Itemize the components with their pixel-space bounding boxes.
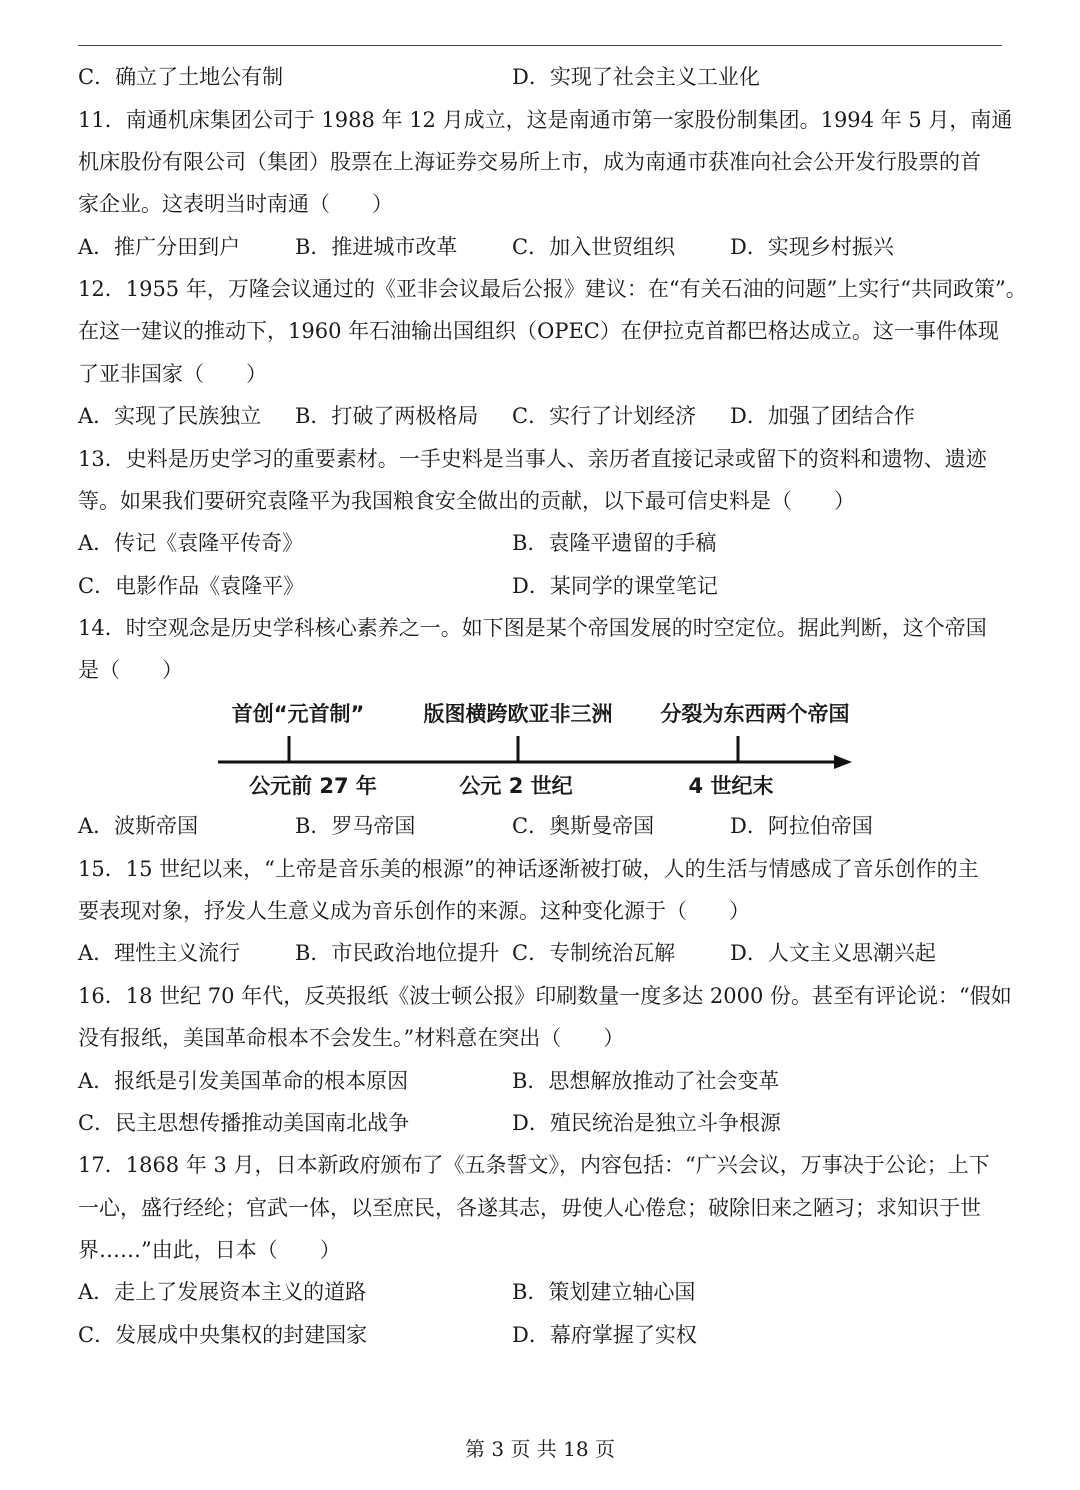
- q14-option-d: D．阿拉伯帝国: [730, 814, 873, 838]
- header-rule: [78, 45, 1002, 46]
- q13-option-c: C．电影作品《袁隆平》: [78, 574, 305, 598]
- q11-stem-line-3: 家企业。这表明当时南通（ ）: [78, 192, 393, 216]
- q12-option-a: A．实现了民族独立: [78, 404, 262, 428]
- q15-stem-line-1: 15．15 世纪以来，“上帝是音乐美的根源”的神话逐渐被打破，人的生活与情感成了音乐创作的主: [78, 857, 979, 881]
- q16-option-c: C．民主思想传播推动美国南北战争: [78, 1111, 410, 1135]
- q11-stem-line-1: 11．南通机床集团公司于 1988 年 12 月成立，这是南通市第一家股份制集团。1994 年 5 月，南通: [78, 108, 1013, 132]
- timeline-date-3: 4 世纪末: [688, 774, 774, 798]
- q12-option-c: C．实行了计划经济: [512, 404, 697, 428]
- q12-stem-line-2: 在这一建议的推动下，1960 年石油输出国组织（OPEC）在伊拉克首都巴格达成立。这一事件体现: [78, 319, 999, 343]
- q14-stem-line-1: 14．时空观念是历史学科核心素养之一。如下图是某个帝国发展的时空定位。据此判断，这个帝国: [78, 616, 987, 640]
- q16-stem-line-2: 没有报纸，美国革命根本不会发生。”材料意在突出（ ）: [78, 1026, 625, 1050]
- q17-stem-line-1: 17．1868 年 3 月，日本新政府颁布了《五条誓文》，内容包括：“广兴会议，万事决于公论；上下: [78, 1153, 990, 1177]
- q13-stem-line-2: 等。如果我们要研究袁隆平为我国粮食安全做出的贡献，以下最可信史料是（ ）: [78, 489, 855, 513]
- q11-option-b: B．推进城市改革: [295, 235, 458, 259]
- q13-option-b: B．袁隆平遗留的手稿: [512, 531, 717, 555]
- q12-option-d: D．加强了团结合作: [730, 404, 915, 428]
- timeline-event-1: 首创“元首制”: [231, 702, 365, 726]
- q16-stem-line-1: 16．18 世纪 70 年代，反英报纸《波士顿公报》印刷数量一度多达 2000 份。甚至有评论说：“假如: [78, 984, 1012, 1008]
- q11-stem-line-2: 机床股份有限公司（集团）股票在上海证券交易所上市，成为南通市获准向社会公开发行股票的首: [78, 150, 981, 174]
- q14-option-b: B．罗马帝国: [295, 814, 416, 838]
- q10-option-d: D．实现了社会主义工业化: [512, 65, 760, 89]
- timeline-event-3: 分裂为东西两个帝国: [660, 702, 850, 726]
- q14-stem-line-2: 是（ ）: [78, 658, 183, 682]
- q14-option-c: C．奥斯曼帝国: [512, 814, 655, 838]
- q17-stem-line-3: 界……”由此，日本（ ）: [78, 1238, 341, 1262]
- q10-option-c: C．确立了土地公有制: [78, 65, 284, 89]
- timeline-date-2: 公元 2 世纪: [459, 774, 573, 798]
- timeline-date-1: 公元前 27 年: [249, 774, 377, 798]
- q11-option-d: D．实现乡村振兴: [730, 235, 894, 259]
- q17-stem-line-2: 一心，盛行经纶；官武一体，以至庶民，各遂其志，毋使人心倦怠；破除旧来之陋习；求知识于世: [78, 1196, 981, 1220]
- q12-stem-line-3: 了亚非国家（ ）: [78, 362, 267, 386]
- q13-option-d: D．某同学的课堂笔记: [512, 574, 718, 598]
- q15-option-a: A．理性主义流行: [78, 941, 241, 965]
- q15-option-c: C．专制统治瓦解: [512, 941, 676, 965]
- timeline-event-2: 版图横跨欧亚非三洲: [423, 702, 613, 726]
- q12-option-b: B．打破了两极格局: [295, 404, 479, 428]
- q13-stem-line-1: 13．史料是历史学习的重要素材。一手史料是当事人、亲历者直接记录或留下的资料和遗物、遗迹: [78, 447, 987, 471]
- q17-option-d: D．幕府掌握了实权: [512, 1323, 697, 1347]
- q17-option-c: C．发展成中央集权的封建国家: [78, 1323, 368, 1347]
- q16-option-d: D．殖民统治是独立斗争根源: [512, 1111, 781, 1135]
- q15-option-d: D．人文主义思潮兴起: [730, 941, 936, 965]
- timeline-arrowhead: [834, 755, 852, 769]
- q12-stem-line-1: 12．1955 年，万隆会议通过的《亚非会议最后公报》建议：在“有关石油的问题”上实行“共同政策”。: [78, 277, 1027, 301]
- q11-option-a: A．推广分田到户: [78, 235, 241, 259]
- q17-option-a: A．走上了发展资本主义的道路: [78, 1280, 367, 1304]
- q15-option-b: B．市民政治地位提升: [295, 941, 500, 965]
- timeline-figure: [210, 696, 870, 806]
- q11-option-c: C．加入世贸组织: [512, 235, 676, 259]
- q16-option-a: A．报纸是引发美国革命的根本原因: [78, 1069, 409, 1093]
- q17-option-b: B．策划建立轴心国: [512, 1280, 696, 1304]
- q15-stem-line-2: 要表现对象，抒发人生意义成为音乐创作的来源。这种变化源于（ ）: [78, 899, 750, 923]
- page-number-footer: 第 3 页 共 18 页: [465, 1437, 615, 1461]
- q14-option-a: A．波斯帝国: [78, 814, 199, 838]
- q16-option-b: B．思想解放推动了社会变革: [512, 1069, 780, 1093]
- q13-option-a: A．传记《袁隆平传奇》: [78, 531, 304, 555]
